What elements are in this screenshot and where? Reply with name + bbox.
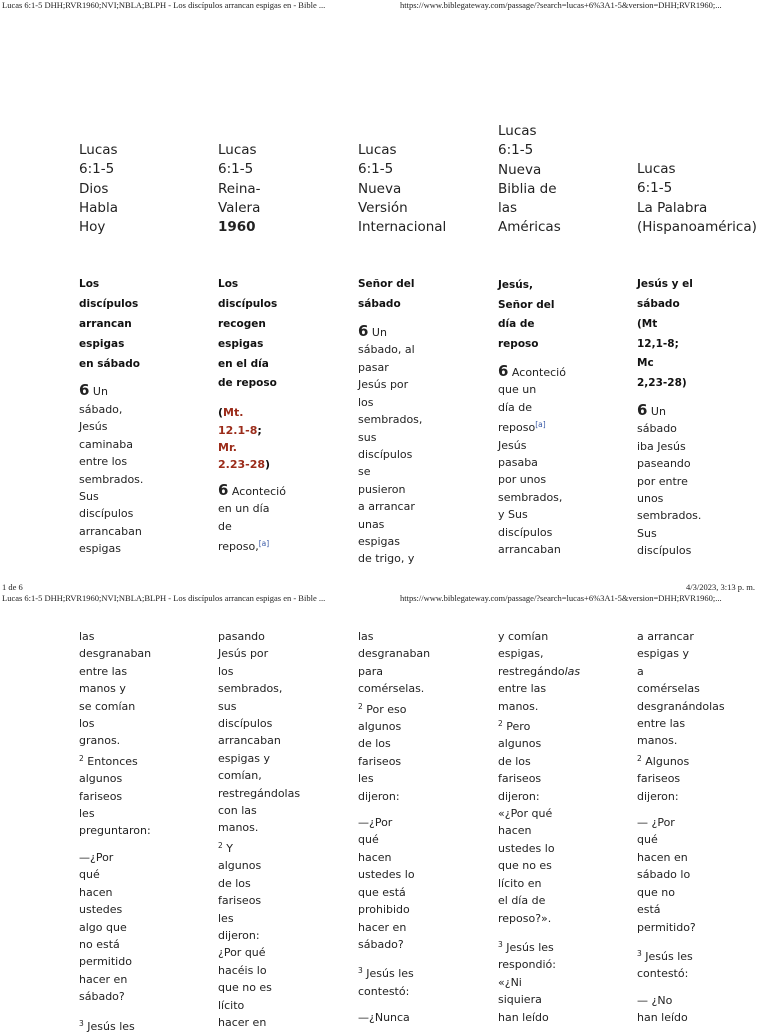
version-column-dhh-cont: [79, 628, 169, 1033]
dialogue-paragraph: —¿Nunca: [358, 1011, 410, 1025]
footnote-link[interactable]: [a]: [535, 420, 546, 430]
verse-text: Por eso algunos de los fariseos les dijeron:: [358, 702, 407, 803]
verse-text: Un sábado, Jesús caminaba entre los sembrados. Sus discípulos arrancaban espigas: [79, 385, 144, 556]
print-header-url: https://www.biblegateway.com/passage/?search=lucas+6%3A1-5&version=DHH;RVR1960;...: [400, 593, 722, 603]
xref-link-mt[interactable]: Mt. 12.1-8: [218, 406, 258, 437]
version-title-year: 1960: [218, 219, 256, 236]
chapter-number: 6: [637, 400, 648, 419]
version-column-blph-cont: [637, 628, 737, 1028]
verse-1: [498, 363, 588, 558]
verse-3: [637, 945, 737, 983]
verse-text: Pero algunos de los fariseos dijeron: «¿Por qué hacen ustedes lo que no es lícito en el día de reposo?».: [498, 720, 555, 925]
xref-paren: (: [218, 406, 224, 420]
version-column-nvi: [358, 141, 448, 566]
verse-number: 2: [218, 840, 223, 850]
chapter-number: 6: [498, 361, 509, 380]
verse-text: Entonces algunos fariseos les preguntaron:: [79, 754, 151, 838]
version-title[interactable]: Lucas 6:1-5 Nueva Versión Internacional: [358, 142, 447, 236]
verse-text: Un sábado iba Jesús paseando por entre unos sembrados. Sus discípulos: [637, 404, 702, 558]
verse-text: Jesús les: [83, 1019, 135, 1033]
verse-1: [637, 402, 737, 560]
verse-2: [79, 750, 169, 840]
version-title[interactable]: Lucas 6:1-5 La Palabra (Hispanoamérica): [637, 161, 757, 235]
print-timestamp: 4/3/2023, 3:13 p. m.: [686, 582, 755, 592]
version-column-rvr1960: [218, 141, 308, 561]
verse-2: [358, 698, 448, 805]
version-title[interactable]: Lucas 6:1-5 Dios Habla Hoy: [79, 142, 119, 236]
version-column-nbla: [498, 122, 588, 560]
verse-number: 2: [358, 701, 363, 711]
version-column-nvi-cont: [358, 628, 448, 1028]
verse-text: Jesús les respondió: «¿Ni siquiera han leído: [498, 940, 556, 1024]
verse-text: Un sábado, al pasar Jesús por los sembrados, sus discípulos se pusieron a arrancar unas espigas de trigo, y: [358, 326, 423, 566]
version-column-dhh: [79, 141, 169, 581]
verse-text-cont: entre las manos.: [498, 682, 547, 713]
chapter-number: 6: [79, 381, 90, 400]
print-header-title: Lucas 6:1-5 DHH;RVR1960;NVI;NBLA;BLPH - Los discípulos arrancan espigas en - Bible ...: [2, 593, 326, 603]
document-page-2: [0, 606, 768, 1033]
verse-3: [498, 936, 594, 1026]
verse-1: [218, 482, 308, 556]
xref-link-mr[interactable]: Mr. 2.23-28: [218, 441, 266, 472]
dialogue-paragraph: — ¿Por qué hacen en sábado lo que no está permitido?: [637, 816, 696, 934]
version-column-blph: [637, 160, 757, 560]
page-counter: 1 de 6: [2, 582, 23, 592]
section-heading: Jesús, Señor del día de reposo: [498, 278, 555, 351]
xref-separator: ;: [257, 423, 262, 437]
verse-1: [358, 323, 448, 568]
xref-paren: ): [265, 458, 271, 472]
verse-number: 3: [358, 966, 363, 976]
verse-3: [79, 1015, 169, 1035]
verse-text: Y algunos de los fariseos les dijeron: ¿Por qué hacéis lo que no es lícito hacer en: [218, 841, 272, 1029]
version-title[interactable]: [218, 141, 308, 237]
verse-1: [79, 382, 169, 557]
section-heading: Los discípulos arrancan espigas en sábado: [79, 278, 140, 370]
verse-1-cont: [498, 628, 594, 715]
verse-text: Aconteció en un día de reposo,: [218, 484, 286, 554]
dialogue-paragraph: — ¿No han leído: [637, 993, 688, 1025]
cross-references: [218, 404, 308, 474]
verse-text: Algunos fariseos dijeron:: [637, 754, 690, 803]
verse-2: [637, 750, 737, 805]
chapter-number: 6: [218, 480, 229, 499]
verse-number: 3: [637, 948, 642, 958]
verse-text: Jesús les contestó:: [358, 967, 414, 998]
chapter-number: 6: [358, 322, 369, 341]
verse-text: y comían espigas, restregándo: [498, 630, 565, 678]
verse-2: [218, 837, 314, 1031]
verse-text: Jesús les contestó:: [637, 949, 693, 981]
verse-1-cont: las desgranaban para comérselas.: [358, 630, 431, 696]
dialogue-paragraph: —¿Por qué hacen ustedes lo que está prohibido hacer en sábado?: [358, 816, 415, 951]
print-header-title: Lucas 6:1-5 DHH;RVR1960;NVI;NBLA;BLPH - Los discípulos arrancan espigas en - Bible ...: [2, 0, 326, 10]
verse-number: 3: [79, 1018, 84, 1028]
version-title[interactable]: Lucas 6:1-5 Nueva Biblia de las Américas: [498, 123, 561, 236]
verse-number: 2: [79, 753, 84, 763]
verse-1-cont: a arrancar espigas y a comérselas desgranándolas entre las manos.: [637, 630, 725, 748]
verse-3: [358, 962, 448, 1000]
verse-text-cont: Jesús pasaba por unos sembrados, y Sus discípulos arrancaban: [498, 438, 563, 557]
verse-1-cont: pasando Jesús por los sembrados, sus discípulos arrancaban espigas y comían, restregándolas con las manos.: [218, 630, 301, 835]
section-heading: Los discípulos recogen espigas en el día de reposo: [218, 278, 278, 390]
footnote-link[interactable]: [a]: [258, 539, 270, 549]
print-header-page2: [0, 593, 768, 605]
version-column-nbla-cont: [498, 628, 594, 1028]
italic-supplied-word: las: [564, 664, 581, 678]
dialogue-paragraph: —¿Por qué hacen ustedes algo que no está permitido hacer en sábado?: [79, 850, 132, 1004]
verse-1-cont: las desgranaban entre las manos y se comían los granos.: [79, 630, 152, 748]
section-heading: Jesús y el sábado (Mt 12,1-8; Mc 2,23-28): [637, 278, 693, 390]
section-heading: Señor del sábado: [358, 278, 415, 311]
verse-2: [498, 715, 594, 927]
version-column-rvr1960-cont: [218, 628, 314, 1028]
verse-text: Aconteció que un día de reposo: [498, 365, 566, 435]
print-header-url: https://www.biblegateway.com/passage/?search=lucas+6%3A1-5&version=DHH;RVR1960;...: [400, 0, 722, 10]
verse-number: 2: [498, 719, 503, 729]
verse-number: 2: [637, 753, 642, 763]
version-title-text: Lucas 6:1-5 Reina- Valera: [218, 142, 261, 216]
verse-number: 3: [498, 939, 503, 949]
